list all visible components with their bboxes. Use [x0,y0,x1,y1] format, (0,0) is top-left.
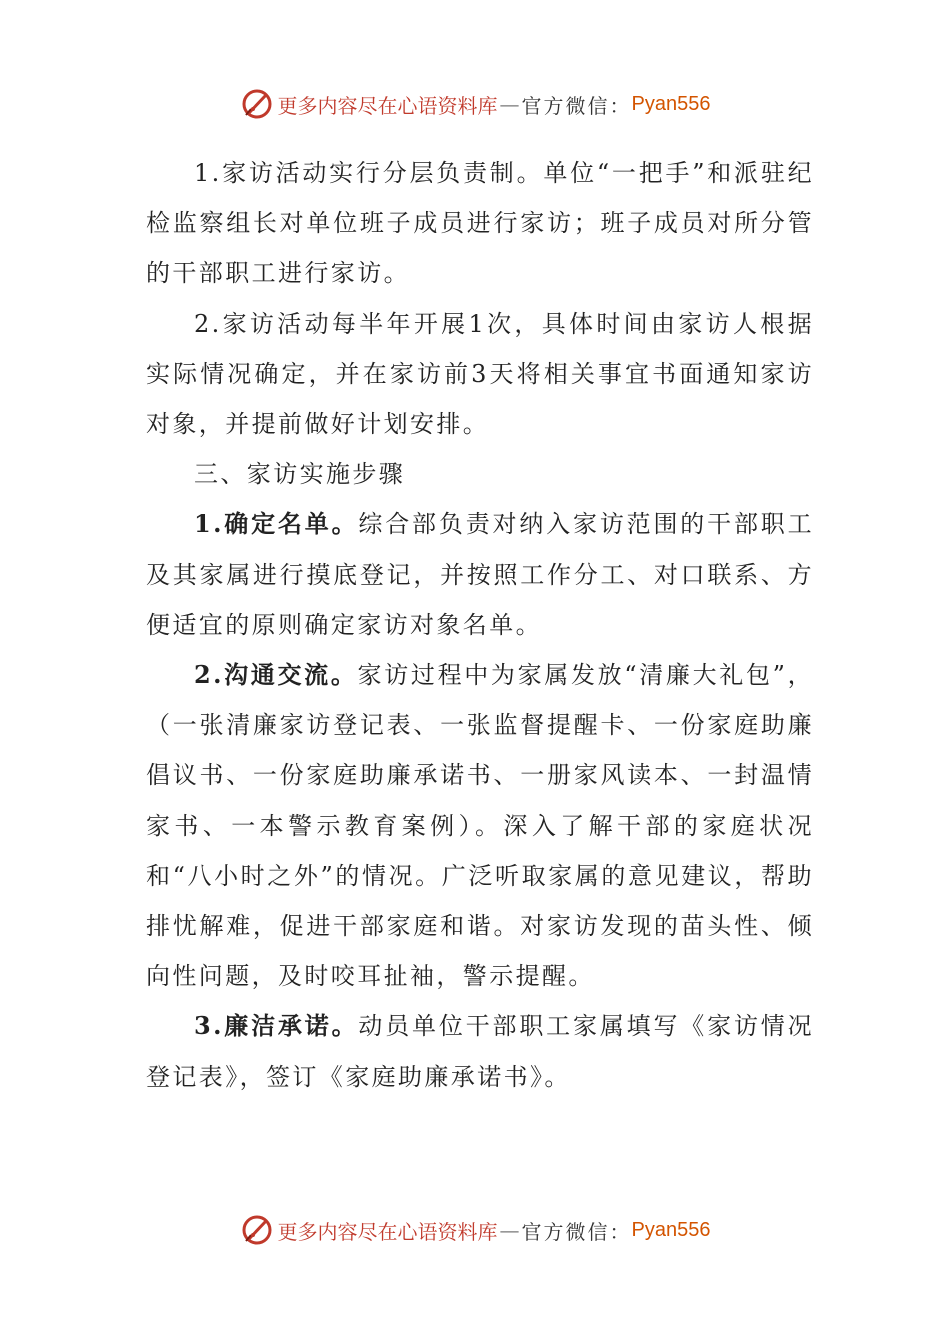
banner-site-text: 更多内容尽在心语资料库 [277,93,498,118]
step-1-title: 1.确定名单。 [194,509,359,539]
paragraph-1-text: 1.家访活动实行分层负责制。单位“一把手”和派驻纪检监察组长对单位班子成员进行家访；班子成员对所分管的干部职工进行家访。 [146,159,814,288]
pen-logo-icon [240,1213,274,1247]
banner-wechat-id: Pyan556 [631,1218,711,1241]
paragraph-1 [146,148,814,299]
section-heading [146,449,814,499]
step-3-paragraph [146,1001,814,1101]
step-1-paragraph [146,499,814,650]
banner-wechat-label: 官方微信： [521,93,632,118]
document-body [146,148,814,1102]
step-3-text: 动员单位干部职工家属填写《家访情况登记表》，签订《家庭助廉承诺书》。 [146,1012,814,1091]
banner-dash: — [499,1218,520,1242]
paragraph-2-text: 2.家访活动每半年开展1次，具体时间由家访人根据实际情况确定，并在家访前3天将相关事宜书面通知家访对象，并提前做好计划安排。 [146,309,814,439]
step-1-text: 综合部负责对纳入家访范围的干部职工及其家属进行摸底登记，并按照工作分工、对口联系、方便适宜的原则确定家访对象名单。 [146,510,814,639]
paragraph-2 [146,299,814,450]
section-heading-text: 三、家访实施步骤 [194,460,406,489]
banner-wechat-label: 官方微信： [521,1219,632,1244]
pen-logo-icon [240,87,274,121]
banner-site-text: 更多内容尽在心语资料库 [277,1219,498,1244]
banner-wechat-id: Pyan556 [631,92,711,115]
step-2-text: 家访过程中为家属发放“清廉大礼包”，（一张清廉家访登记表、一张监督提醒卡、一份家庭助廉倡议书、一份家庭助廉承诺书、一册家风读本、一封温情家书、一本警示教育案例）。深入了解干部的家庭状况和“八小时之外”的情况。广泛听取家属的意见建议，帮助排忧解难，促进干部家庭和谐。对家访发现的苗头性、倾向性问题，及时咬耳扯袖，警示提醒。 [146,661,814,991]
step-2-title: 2.沟通交流。 [194,660,358,690]
banner-dash: — [499,92,520,116]
footer-watermark-banner [0,1210,950,1250]
step-2-paragraph [146,650,814,1001]
step-3-title: 3.廉洁承诺。 [194,1011,359,1041]
header-watermark-banner [0,84,950,124]
